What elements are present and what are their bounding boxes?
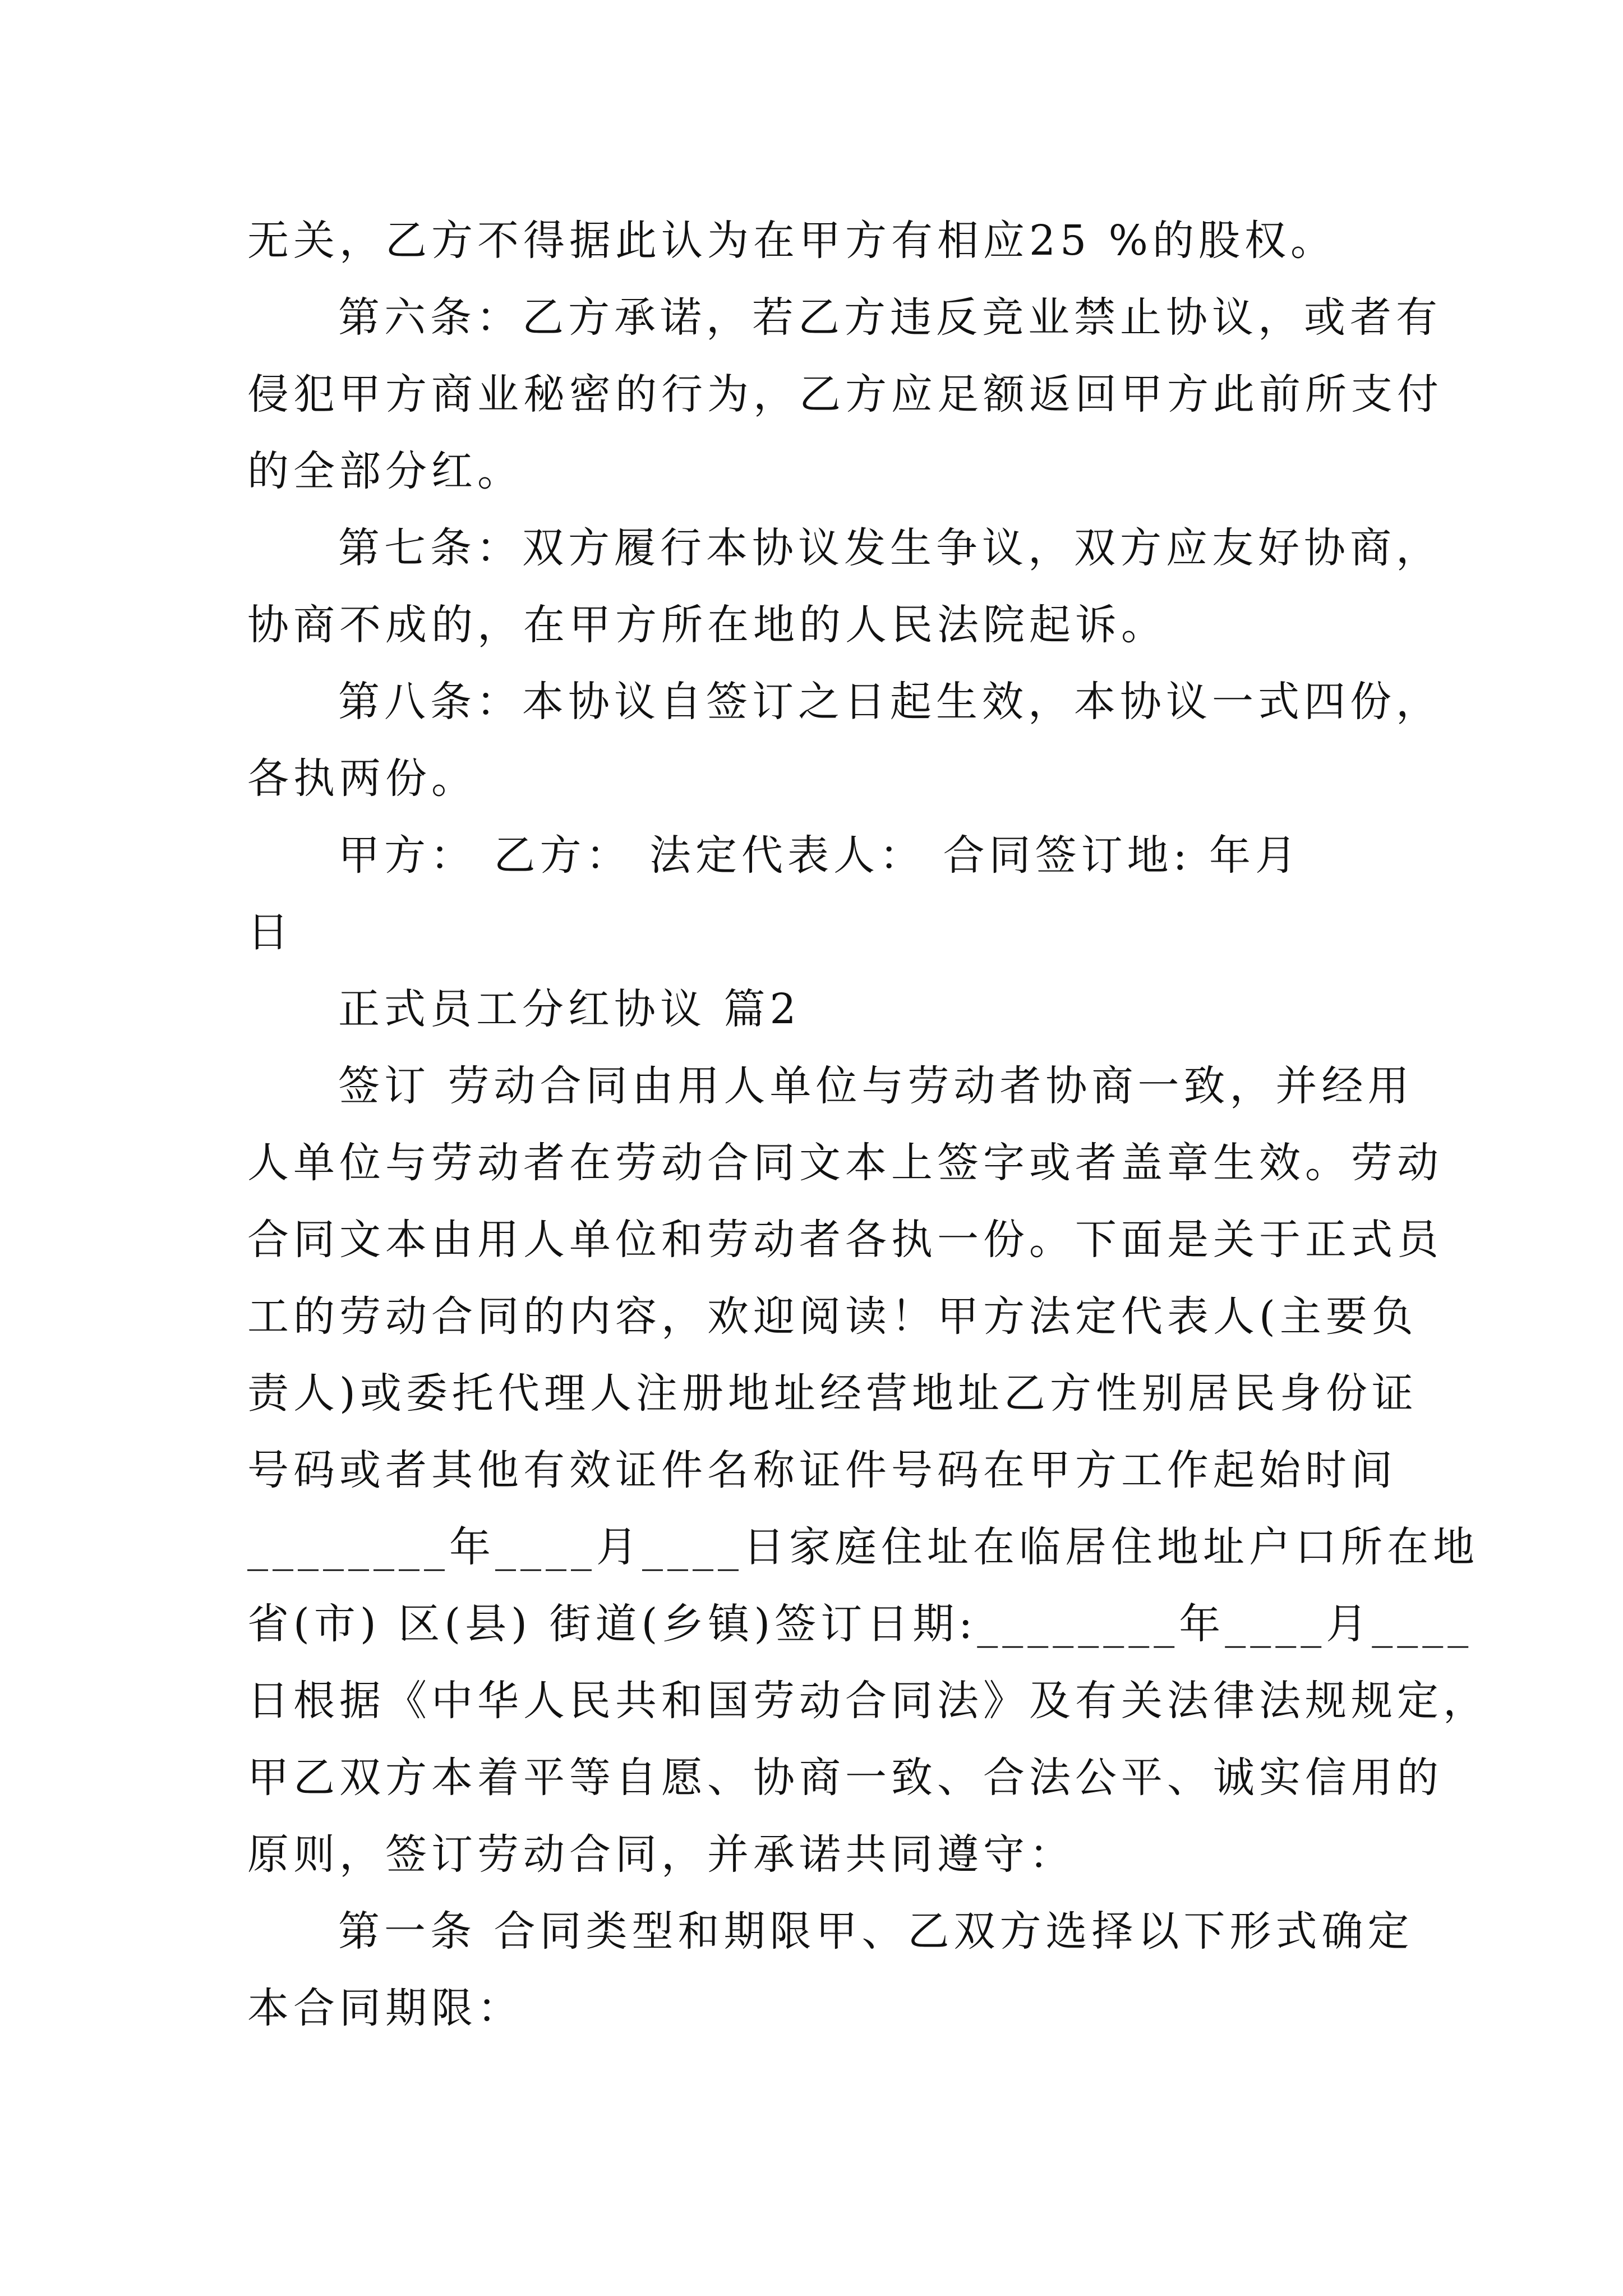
section-heading: 正式员工分红协议 篇2 <box>338 985 801 1033</box>
text-line: 合同文本由用人单位和劳动者各执一份。下面是关于正式员 <box>247 1216 1443 1264</box>
text-line: 号码或者其他有效证件名称证件号码在甲方工作起始时间 <box>247 1446 1397 1494</box>
text-line: 日 <box>247 908 293 956</box>
text-line: 原则，签订劳动合同，并承诺共同遵守： <box>247 1830 1075 1879</box>
text-line: 第七条：双方履行本协议发生争议，双方应友好协商， <box>338 524 1442 572</box>
text-line: 责人)或委托代理人注册地址经营地址乙方性别居民身份证 <box>247 1369 1418 1418</box>
signature-line: 甲方： 乙方： 法定代表人： 合同签订地: 年月 <box>338 831 1302 880</box>
text-line: 第六条：乙方承诺，若乙方违反竞业禁止协议，或者有 <box>338 293 1442 342</box>
text-line: 签订 劳动合同由用人单位与劳动者协商一致，并经用 <box>338 1062 1414 1110</box>
text-line: 第八条：本协议自签订之日起生效，本协议一式四份， <box>338 678 1442 726</box>
text-line: ________年____月____日家庭住址在临居住地址户口所在地 <box>247 1523 1479 1571</box>
text-line: 无关，乙方不得据此认为在甲方有相应25 %的股权。 <box>247 217 1336 265</box>
text-line: 甲乙双方本着平等自愿、协商一致、合法公平、诚实信用的 <box>247 1754 1443 1802</box>
text-line: 各执两份。 <box>247 754 477 803</box>
text-line: 省(市) 区(县) 街道(乡镇)签订日期:________年____月____ <box>247 1600 1473 1648</box>
text-line: 人单位与劳动者在劳动合同文本上签字或者盖章生效。劳动 <box>247 1139 1443 1187</box>
text-line: 工的劳动合同的内容，欢迎阅读！甲方法定代表人(主要负 <box>247 1292 1418 1341</box>
text-line: 本合同期限： <box>247 1984 523 2032</box>
text-line: 的全部分红。 <box>247 447 523 495</box>
text-line: 日根据《中华人民共和国劳动合同法》及有关法律法规规定， <box>247 1677 1489 1725</box>
text-line: 第一条 合同类型和期限甲、乙双方选择以下形式确定 <box>338 1907 1414 1955</box>
text-line: 侵犯甲方商业秘密的行为，乙方应足额返回甲方此前所支付 <box>247 370 1443 418</box>
text-line: 协商不成的，在甲方所在地的人民法院起诉。 <box>247 601 1167 649</box>
